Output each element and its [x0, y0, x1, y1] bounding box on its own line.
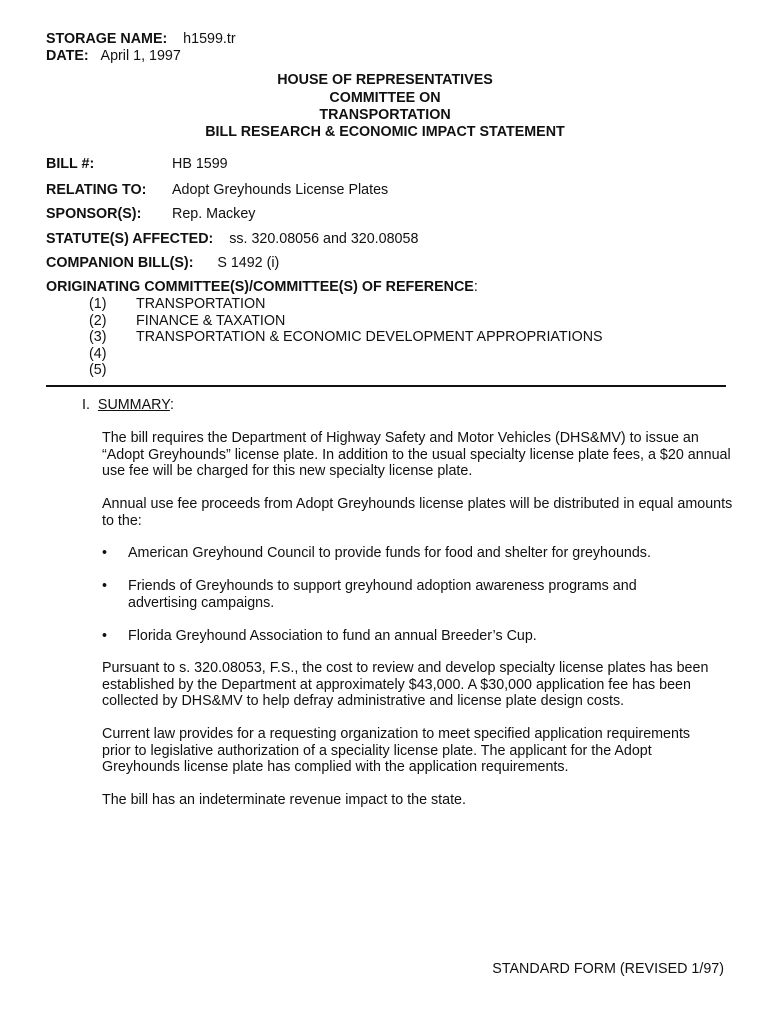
bill-number-field: BILL #: HB 1599 [46, 156, 228, 172]
date-value: April 1, 1997 [100, 48, 181, 64]
summary-paragraph-4: Current law provides for a requesting organization to meet specified application requirements prior to legislative authorization of a speciality license plate. The applicant for the Adopt Greyhounds license plate has complied with the application requirements. [102, 726, 691, 775]
committee-number: (2) [89, 313, 107, 329]
committee-number: (4) [89, 346, 107, 362]
companion-label: COMPANION BILL(S) [46, 255, 189, 271]
date-label: DATE [46, 48, 84, 64]
committee-name: FINANCE & TAXATION [136, 313, 286, 329]
sponsor-label: SPONSOR(S) [46, 206, 137, 222]
sponsor-value: Rep. Mackey [172, 206, 256, 222]
relating-to-label: RELATING TO [46, 182, 142, 198]
title-statement: BILL RESEARCH & ECONOMIC IMPACT STATEMENT [205, 124, 565, 140]
originating-field: ORIGINATING COMMITTEE(S)/COMMITTEE(S) OF REFERENCE: [46, 279, 478, 295]
bill-number-label: BILL # [46, 156, 90, 172]
summary-title: SUMMARY [97, 397, 170, 413]
title-transportation: TRANSPORTATION [319, 107, 451, 123]
committee-number: (1) [89, 296, 107, 312]
sponsor-field: SPONSOR(S): Rep. Mackey [46, 206, 256, 222]
relating-to-field: RELATING TO: Adopt Greyhounds License Plates [46, 182, 389, 198]
title-committee-on: COMMITTEE ON [329, 90, 441, 106]
bullet-marker: • [102, 578, 108, 594]
summary-number: I. [82, 397, 90, 413]
summary-paragraph-5: The bill has an indeterminate revenue impact to the state. [102, 792, 466, 808]
bullet-item: Friends of Greyhounds to support greyhound adoption awareness programs and advertising campaigns. [128, 578, 637, 611]
statutes-label: STATUTE(S) AFFECTED [46, 231, 209, 247]
committee-number: (5) [89, 362, 107, 378]
form-footer: STANDARD FORM (REVISED 1/97) [492, 961, 724, 977]
date-line: DATE: April 1, 1997 [46, 48, 181, 64]
summary-paragraph-3: Pursuant to s. 320.08053, F.S., the cost to review and develop specialty license plates has been established by the Department at approximately $43,000. A $30,000 application fee has been collected by DHS&MV to help defray administrative and license plate design costs. [102, 660, 709, 709]
bill-number-value: HB 1599 [172, 156, 228, 172]
summary-paragraph-1: The bill requires the Department of Highway Safety and Motor Vehicles (DHS&MV) to issue an “Adopt Greyhounds” license plate. In addition to the usual specialty license plate fees, a $20 annual use fee will be charged for this new specialty license plate. [102, 430, 731, 479]
storage-name-value: h1599.tr [183, 31, 236, 47]
bullet-marker: • [102, 545, 108, 561]
originating-label: ORIGINATING COMMITTEE(S)/COMMITTEE(S) OF REFERENCE [46, 279, 474, 295]
storage-name-label: STORAGE NAME [46, 31, 163, 47]
bullet-item: Florida Greyhound Association to fund an annual Breeder’s Cup. [128, 628, 537, 644]
relating-to-value: Adopt Greyhounds License Plates [172, 182, 389, 198]
bullet-item: American Greyhound Council to provide funds for food and shelter for greyhounds. [128, 545, 651, 561]
statutes-value: ss. 320.08056 and 320.08058 [229, 231, 419, 247]
summary-heading: I. SUMMARY: [82, 397, 174, 413]
statutes-field: STATUTE(S) AFFECTED: ss. 320.08056 and 320.08058 [46, 231, 419, 247]
storage-name-line: STORAGE NAME: h1599.tr [46, 31, 236, 47]
committee-name: TRANSPORTATION & ECONOMIC DEVELOPMENT APPROPRIATIONS [136, 329, 603, 345]
bullet-marker: • [102, 628, 108, 644]
horizontal-rule [46, 385, 726, 387]
companion-value: S 1492 (i) [217, 255, 280, 271]
summary-paragraph-2: Annual use fee proceeds from Adopt Greyhounds license plates will be distributed in equal amounts to the: [102, 496, 733, 529]
companion-field: COMPANION BILL(S): S 1492 (i) [46, 255, 280, 271]
title-house: HOUSE OF REPRESENTATIVES [277, 72, 493, 88]
committee-name: TRANSPORTATION [136, 296, 266, 312]
committee-number: (3) [89, 329, 107, 345]
